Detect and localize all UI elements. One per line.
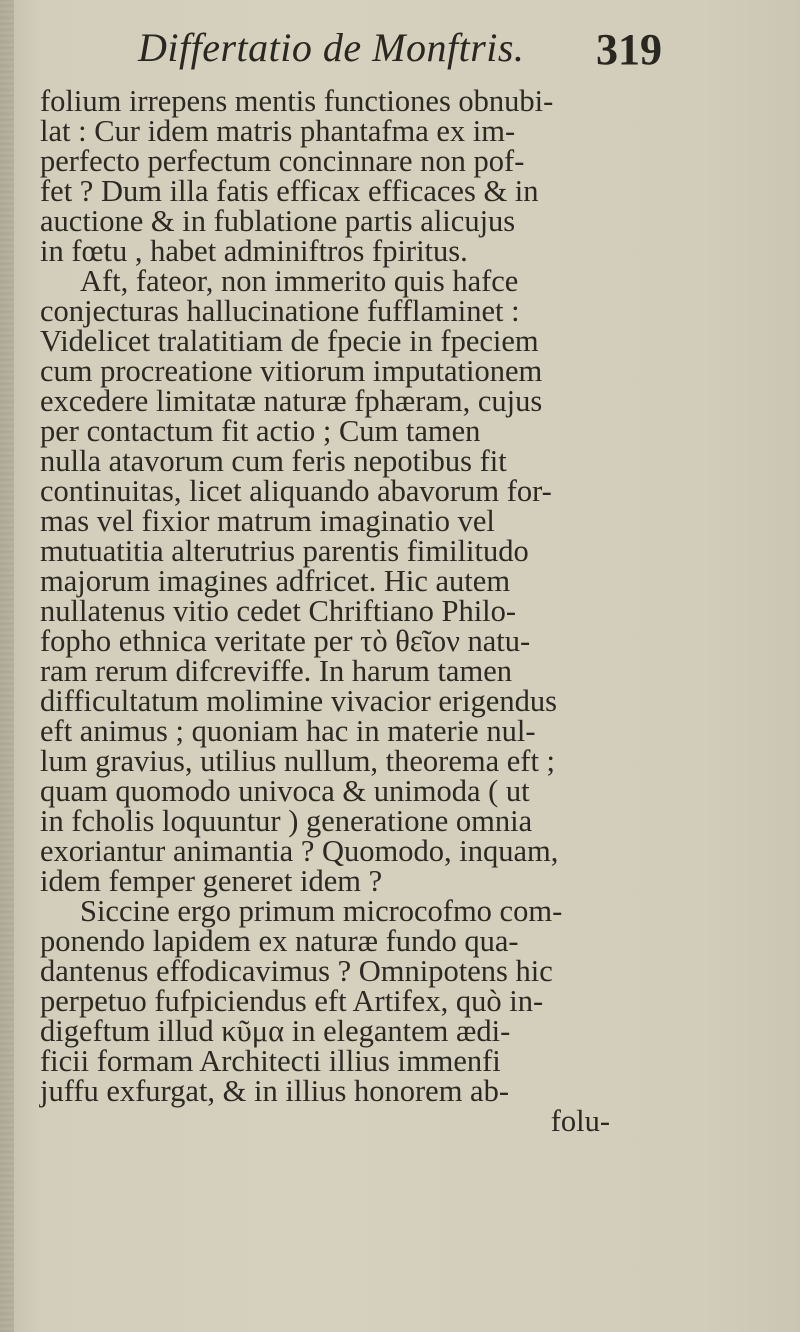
text-line: ponendo lapidem ex naturæ fundo qua- (40, 924, 519, 958)
text-line: exoriantur animantia ? Quomodo, inquam, (40, 834, 559, 868)
page-header (0, 18, 800, 78)
text-line: Aft, fateor, non immerito quis hafce (80, 264, 519, 298)
text-line: juffu exfurgat, & in illius honorem ab- (40, 1074, 509, 1108)
text-line: in fœtu , habet adminiftros fpiritus. (40, 234, 468, 268)
text-line: auctione & in fublatione partis alicujus (40, 204, 516, 238)
catchword: folu- (550, 1104, 610, 1138)
text-line: nullatenus vitio cedet Chriftiano Philo- (40, 594, 517, 628)
page-gutter (0, 0, 14, 1332)
text-line: lum gravius, utilius nullum, theorema eft ; (40, 744, 556, 778)
text-line: eft animus ; quoniam hac in materie nul- (40, 714, 536, 748)
text-line: perpetuo fufpiciendus eft Artifex, quò in- (40, 984, 544, 1018)
running-title: Differtatio de Monftris. (138, 25, 525, 70)
text-line: Videlicet tralatitiam de fpecie in fpeciem (40, 324, 539, 358)
page-number: 319 (596, 25, 662, 74)
text-line: ram rerum difcreviffe. In harum tamen (40, 654, 512, 688)
text-line: excedere limitatæ naturæ fphæram, cujus (40, 384, 543, 418)
text-line: lat : Cur idem matris phantafma ex im- (40, 114, 516, 148)
body-text (40, 86, 610, 1136)
text-line: idem femper generet idem ? (40, 864, 383, 898)
text-line: difficultatum molimine vivacior erigendus (40, 684, 557, 718)
text-line: quam quomodo univoca & unimoda ( ut (40, 774, 530, 808)
text-line: conjecturas hallucinatione fufflaminet : (40, 294, 520, 328)
text-line: continuitas, licet aliquando abavorum for- (40, 474, 552, 508)
text-line: mas vel fixior matrum imaginatio vel (40, 504, 495, 538)
text-line: majorum imagines adfricet. Hic autem (40, 564, 511, 598)
text-line: fet ? Dum illa fatis efficax efficaces & in (40, 174, 539, 208)
text-line: cum procreatione vitiorum imputationem (40, 354, 543, 388)
text-line: dantenus effodicavimus ? Omnipotens hic (40, 954, 553, 988)
text-line: ficii formam Architecti illius immenfi (40, 1044, 501, 1078)
text-line: perfecto perfectum concinnare non pof- (40, 144, 525, 178)
text-line: Siccine ergo primum microcofmo com- (80, 894, 563, 928)
text-line: digeftum illud κῦμα in elegantem ædi- (40, 1014, 511, 1048)
text-line: folium irrepens mentis functiones obnubi- (40, 84, 554, 118)
text-line: mutuatitia alterutrius parentis fimilitudo (40, 534, 529, 568)
text-line: fopho ethnica veritate per τὸ θεῖον natu- (40, 624, 531, 658)
text-line: nulla atavorum cum feris nepotibus fit (40, 444, 507, 478)
text-line: per contactum fit actio ; Cum tamen (40, 414, 481, 448)
text-line: in fcholis loquuntur ) generatione omnia (40, 804, 533, 838)
